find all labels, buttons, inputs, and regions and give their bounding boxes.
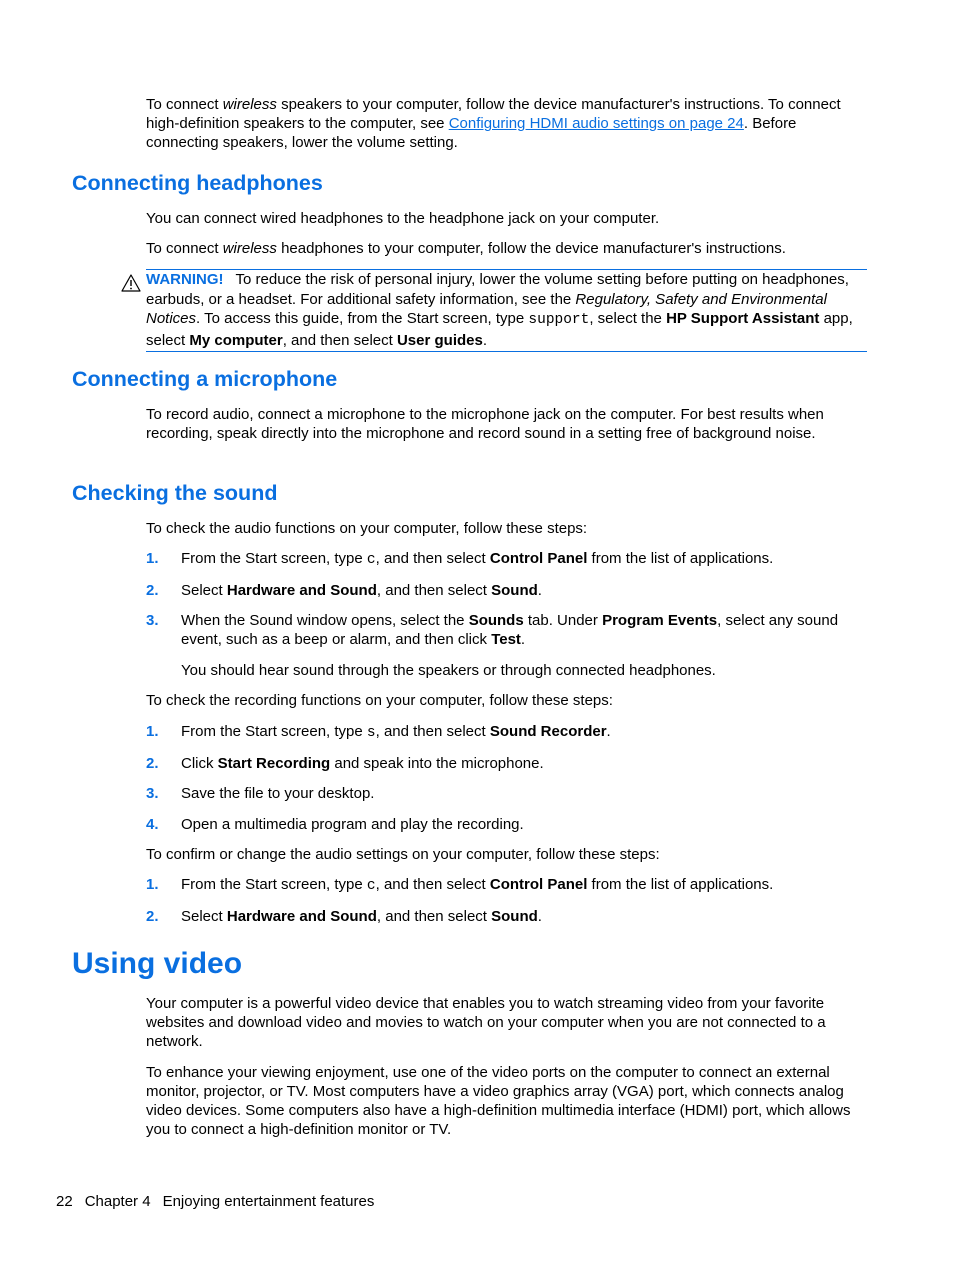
footer-chapter: Chapter 4 <box>84 1193 151 1210</box>
checking-intro-1: To check the audio functions on your computer, follow these steps: <box>146 520 588 537</box>
section-heading-checking-sound: Checking the sound <box>72 481 278 505</box>
hdmi-audio-link[interactable]: Configuring HDMI audio settings on page 24 <box>448 115 744 132</box>
step-number: 2. <box>146 755 159 772</box>
code-support: support <box>528 312 590 329</box>
section-heading-headphones: Connecting headphones <box>72 171 323 195</box>
step-number: 2. <box>146 908 159 925</box>
headphones-paragraph-1: You can connect wired headphones to the headphone jack on your computer. <box>146 210 660 227</box>
video-paragraph-1: Your computer is a powerful video device that enables you to watch streaming video from your favorite websites and download video and movies to watch on your computer when you are not connected to a network. <box>146 995 826 1050</box>
step-number: 3. <box>146 612 159 629</box>
step-number: 1. <box>146 723 159 740</box>
video-paragraph-2: To enhance your viewing enjoyment, use one of the video ports on the computer to connect an external monitor, projector, or TV. Most computers have a video graphics array (VGA) port, which connects analog video devices. Some computers also have a high-definition multimedia interface (HDMI) port, which allows you to connect a high-definition monitor or TV. <box>146 1064 851 1138</box>
footer-chapter-title: Enjoying entertainment features <box>162 1193 375 1210</box>
step-note: You should hear sound through the speakers or through connected headphones. <box>181 662 716 679</box>
checking-intro-3: To confirm or change the audio settings on your computer, follow these steps: <box>146 846 660 863</box>
page-number: 22 <box>56 1193 73 1210</box>
warning-box: WARNING! To reduce the risk of personal injury, lower the volume setting before putting on headphones, earbuds, or a headset. For additional safety information, see the Regulatory, Safety and Environmental Notices. To access this guide, from the Start screen, type support, select the HP Support Assistant app, select My computer, and then select User guides. <box>146 269 867 352</box>
microphone-paragraph: To record audio, connect a microphone to the microphone jack on the computer. For best results when recording, speak directly into the microphone and record sound in a setting free of background noise. <box>146 406 824 442</box>
step-number: 2. <box>146 582 159 599</box>
step-number: 3. <box>146 785 159 802</box>
checking-intro-2: To check the recording functions on your computer, follow these steps: <box>146 692 613 709</box>
step-number: 1. <box>146 876 159 893</box>
step-number: 4. <box>146 816 159 833</box>
intro-paragraph: To connect wireless speakers to your computer, follow the device manufacturer's instructions. To connect high-definition speakers to the computer, see Configuring HDMI audio settings on page 24. Before connecting speakers, lower the volume setting. <box>146 96 841 151</box>
warning-triangle-icon <box>121 274 141 292</box>
headphones-paragraph-2: To connect wireless headphones to your computer, follow the device manufacturer's instructions. <box>146 240 786 257</box>
step-number: 1. <box>146 550 159 567</box>
section-heading-using-video: Using video <box>72 947 243 980</box>
page-footer <box>56 1192 386 1211</box>
section-heading-microphone: Connecting a microphone <box>72 367 338 391</box>
warning-label: WARNING! <box>146 271 224 288</box>
